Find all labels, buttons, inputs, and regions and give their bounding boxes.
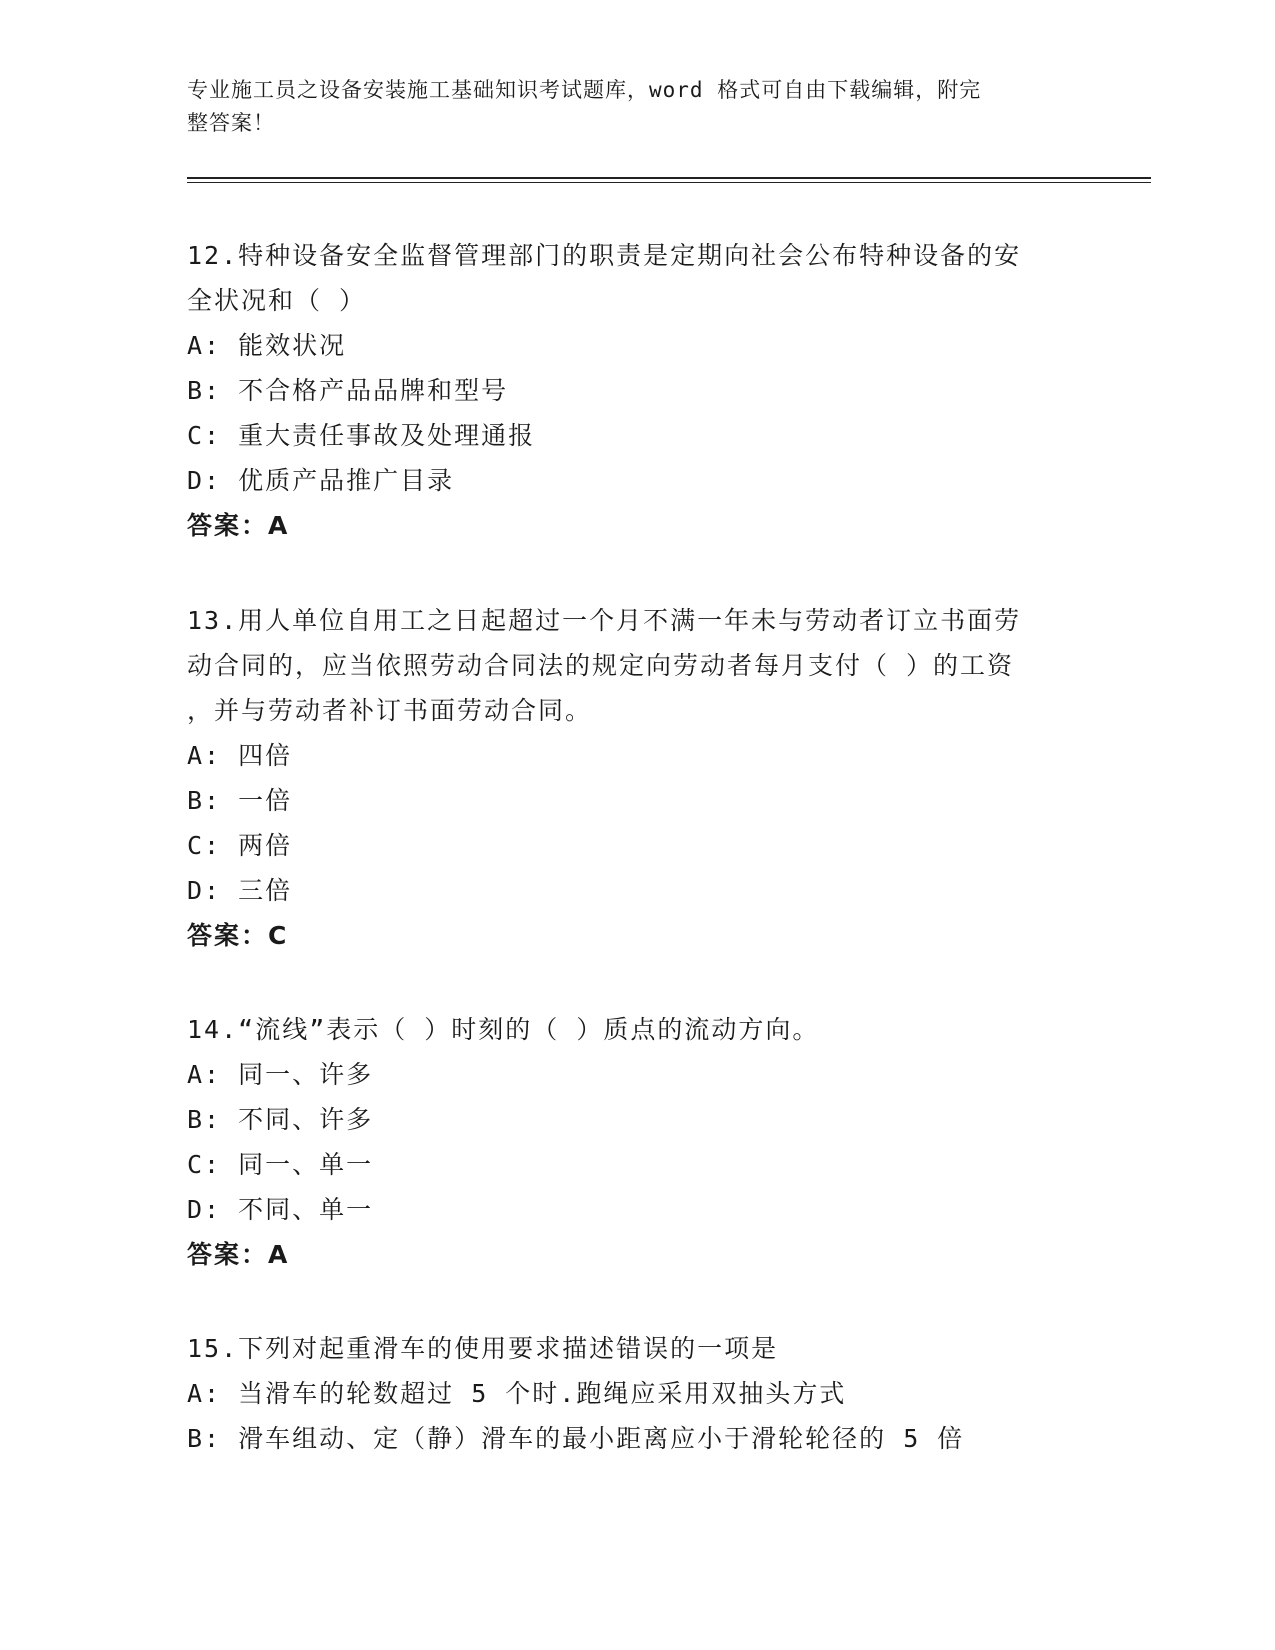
option-b: B: 不同、许多: [187, 1105, 374, 1134]
stem-line: 动合同的，应当依照劳动合同法的规定向劳动者每月支付（ ）的工资: [187, 651, 1015, 680]
stem-line: 12.特种设备安全监督管理部门的职责是定期向社会公布特种设备的安: [187, 241, 1022, 270]
option-a: A: 四倍: [187, 741, 293, 770]
option-a: A: 同一、许多: [187, 1060, 374, 1089]
answer-line: 答案：A: [187, 1240, 290, 1269]
stem-line: ，并与劳动者补订书面劳动合同。: [187, 696, 593, 725]
option-d: D: 优质产品推广目录: [187, 466, 455, 495]
answer-line: 答案：A: [187, 511, 290, 540]
question-14: [187, 1007, 1087, 1277]
option-c: C: 同一、单一: [187, 1150, 374, 1179]
option-c: C: 两倍: [187, 831, 293, 860]
option-b: B: 一倍: [187, 786, 293, 815]
question-stem: [187, 1007, 1087, 1052]
question-stem: [187, 233, 1087, 323]
option-a: A: 能效状况: [187, 331, 347, 360]
stem-line: 15.下列对起重滑车的使用要求描述错误的一项是: [187, 1334, 779, 1363]
question-13: [187, 598, 1087, 958]
option-c: C: 重大责任事故及处理通报: [187, 421, 536, 450]
document-header: [187, 74, 1067, 140]
answer-line: 答案：C: [187, 921, 289, 950]
header-line-2: 整答案！: [187, 111, 275, 135]
option-b: B: 滑车组动、定（静）滑车的最小距离应小于滑轮轮径的 5 倍: [187, 1424, 965, 1453]
header-line-1: 专业施工员之设备安装施工基础知识考试题库，word 格式可自由下载编辑，附完: [187, 78, 982, 102]
question-stem: [187, 598, 1087, 733]
option-a: A: 当滑车的轮数超过 5 个时.跑绳应采用双抽头方式: [187, 1379, 847, 1408]
question-stem: [187, 1326, 1087, 1371]
header-divider-thick: [187, 177, 1151, 179]
question-15: [187, 1326, 1087, 1461]
question-12: [187, 233, 1087, 548]
stem-line: 13.用人单位自用工之日起超过一个月不满一年未与劳动者订立书面劳: [187, 606, 1022, 635]
stem-line: 全状况和（ ）: [187, 286, 367, 315]
option-d: D: 不同、单一: [187, 1195, 374, 1224]
header-divider-thin: [187, 182, 1151, 183]
option-d: D: 三倍: [187, 876, 293, 905]
stem-line: 14.“流线”表示（ ）时刻的（ ）质点的流动方向。: [187, 1015, 820, 1044]
option-b: B: 不合格产品品牌和型号: [187, 376, 509, 405]
